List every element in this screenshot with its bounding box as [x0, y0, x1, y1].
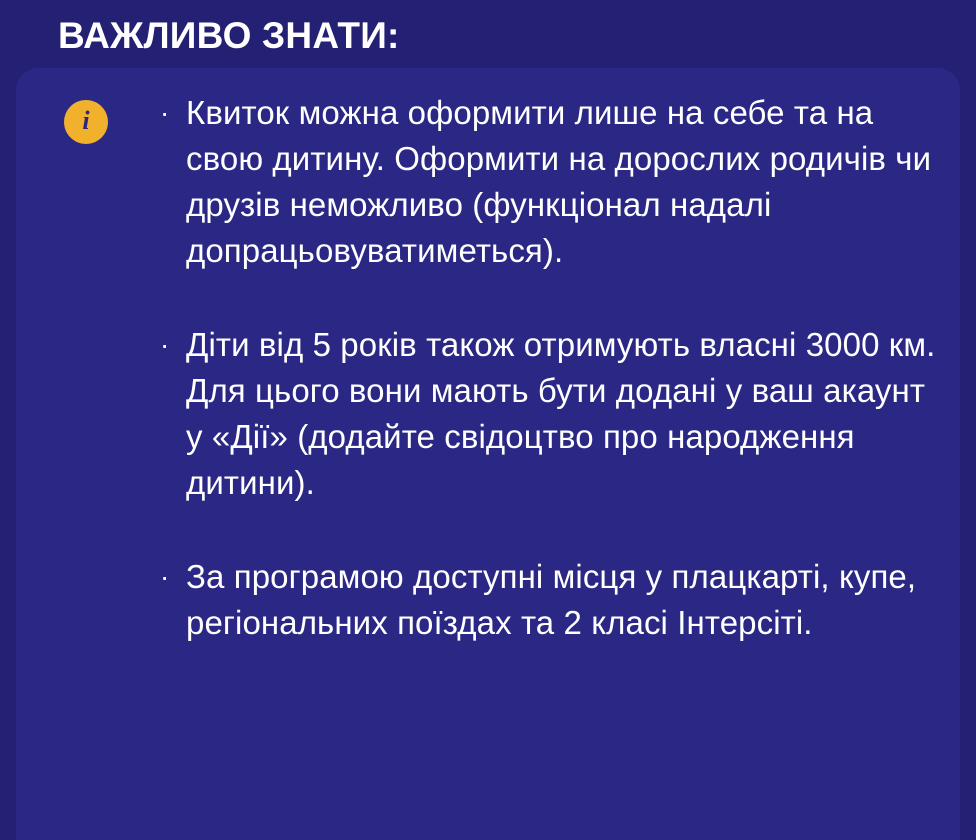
list-item-text: Діти від 5 років також отримують власні 3000 км. Для цього вони мають бути додані у ваш акаунт у «Дії» (додайте свідоцтво про народження дитини).	[186, 326, 936, 501]
bullet-icon: ·	[160, 561, 170, 592]
list-item	[152, 322, 942, 506]
bullet-icon: ·	[160, 329, 170, 360]
info-icon-glyph: i	[82, 106, 90, 135]
list-item-text: За програмою доступні місця у плацкарті, купе, регіональних поїздах та 2 класі Інтерсіті.	[186, 558, 917, 641]
list-item	[152, 554, 942, 646]
page-title: ВАЖЛИВО ЗНАТИ:	[58, 15, 400, 56]
bullet-icon: ·	[160, 97, 170, 128]
notice-card	[16, 68, 960, 840]
notice-list	[152, 90, 942, 646]
info-icon	[64, 100, 108, 144]
list-item	[152, 90, 942, 274]
list-item-text: Квиток можна оформити лише на себе та на свою дитину. Оформити на дорослих родичів чи друзів неможливо (функціонал надалі допрацьовуватиметься).	[186, 94, 932, 269]
